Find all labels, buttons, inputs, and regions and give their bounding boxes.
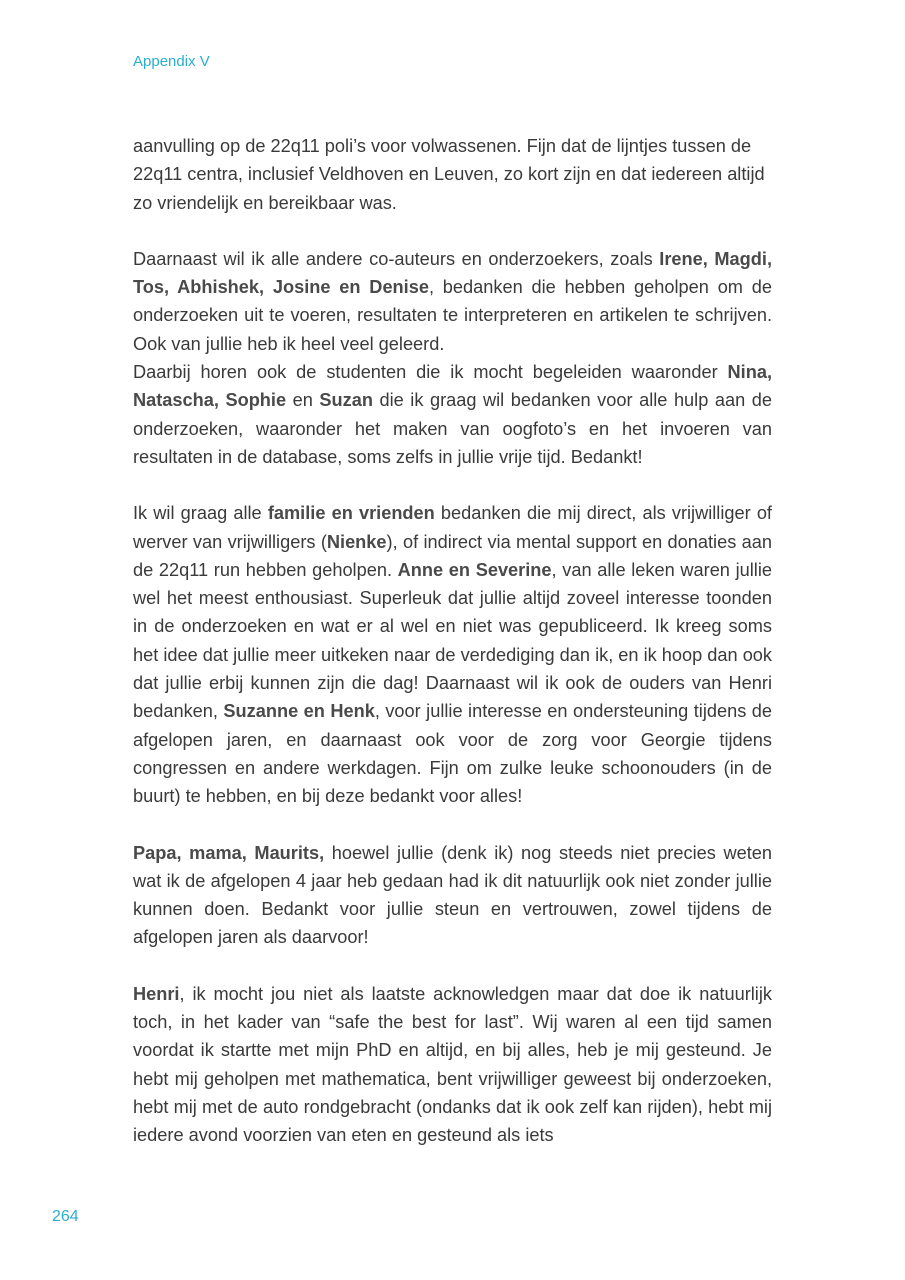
text-run: ), of indirect via mental support en donaties aan de 22q11 run hebben geholpen. <box>133 531 772 580</box>
text-run: aanvulling op de 22q11 poli’s voor volwassenen. Fijn dat de lijntjes tussen de 22q11 centra, inclusief Veldhoven en Leuven, zo kort zijn en dat iedereen altijd zo vriendelijk en bereikbaar was. <box>133 136 765 213</box>
bold-names: Papa, mama, Maurits, <box>133 842 325 863</box>
bold-names: familie en vrienden <box>267 503 435 524</box>
text-run: en <box>286 390 320 411</box>
body-text <box>133 132 772 1178</box>
bold-names: Nina, Natascha, Sophie <box>133 362 772 411</box>
bold-names: Nienke <box>326 531 387 552</box>
bold-names: Irene, Magdi, Tos, Abhishek, Josine en Denise <box>133 248 772 298</box>
text-run: die ik graag wil bedanken voor alle hulp aan de onderzoeken, waaronder het maken van oogfoto’s en het invoeren van resultaten in de database, soms zelfs in jullie vrije tijd. Bedankt! <box>133 390 772 467</box>
text-run: , voor jullie interesse en ondersteuning tijdens de afgelopen jaren, en daarnaast ook voor de zorg voor Georgie tijdens congressen en andere werkdagen. Fijn om zulke leuke schoonouders (in de buurt) te hebben, en bij deze bedankt voor alles! <box>133 701 772 807</box>
bold-names: Anne en Severine <box>397 559 552 580</box>
text-run: Daarbij horen ook de studenten die ik mocht begeleiden waaronder <box>133 362 728 383</box>
paragraph-2 <box>133 245 772 358</box>
bold-names: Suzanne en Henk <box>223 701 375 722</box>
page-number: 264 <box>52 1208 79 1225</box>
paragraph-6 <box>133 980 772 1150</box>
text-run: bedanken die mij direct, als vrijwilliger of werver van vrijwilligers ( <box>133 503 772 552</box>
text-run: Ik wil graag alle <box>133 503 268 524</box>
text-run: Daarnaast wil ik alle andere co-auteurs en onderzoekers, zoals <box>133 248 660 269</box>
paragraph-4 <box>133 499 772 810</box>
paragraph-3 <box>133 358 772 471</box>
text-run: , ik mocht jou niet als laatste acknowledgen maar dat doe ik natuurlijk toch, in het kader van “safe the best for last”. Wij waren al een tijd samen voordat ik startte met mijn PhD en altijd, en bij alles, heb je mij gesteund. Je hebt mij geholpen met mathematica, bent vrijwilliger geweest bij onderzoeken, hebt mij met de auto rondgebracht (ondanks dat ik ook zelf kan rijden), hebt mij iedere avond voorzien van eten en gesteund als iets <box>133 983 772 1146</box>
text-run: hoewel jullie (denk ik) nog steeds niet precies weten wat ik de afgelopen 4 jaar heb gedaan had ik dit natuurlijk ook niet zonder jullie kunnen doen. Bedankt voor jullie steun en vertrouwen, zowel tijdens de afgelopen jaren als daarvoor! <box>133 842 772 948</box>
bold-names: Henri <box>133 983 180 1004</box>
text-run: , bedanken die hebben geholpen om de onderzoeken uit te voeren, resultaten te interpreteren en artikelen te schrijven. Ook van jullie heb ik heel veel geleerd. <box>133 277 772 354</box>
bold-names: Suzan <box>319 390 373 411</box>
text-run: , van alle leken waren jullie wel het meest enthousiast. Superleuk dat jullie altijd zoveel interesse toonden in de onderzoeken en wat er al wel en niet was gepubliceerd. Ik kreeg soms het idee dat jullie meer uitkeken naar de verdediging dan ik, en ik hoop dan ook dat jullie erbij kunnen zijn die dag! Daarnaast wil ik ook de ouders van Henri bedanken, <box>133 559 773 722</box>
running-header: Appendix V <box>133 53 210 70</box>
paragraph-1 <box>133 132 772 217</box>
paragraph-5 <box>133 839 772 952</box>
